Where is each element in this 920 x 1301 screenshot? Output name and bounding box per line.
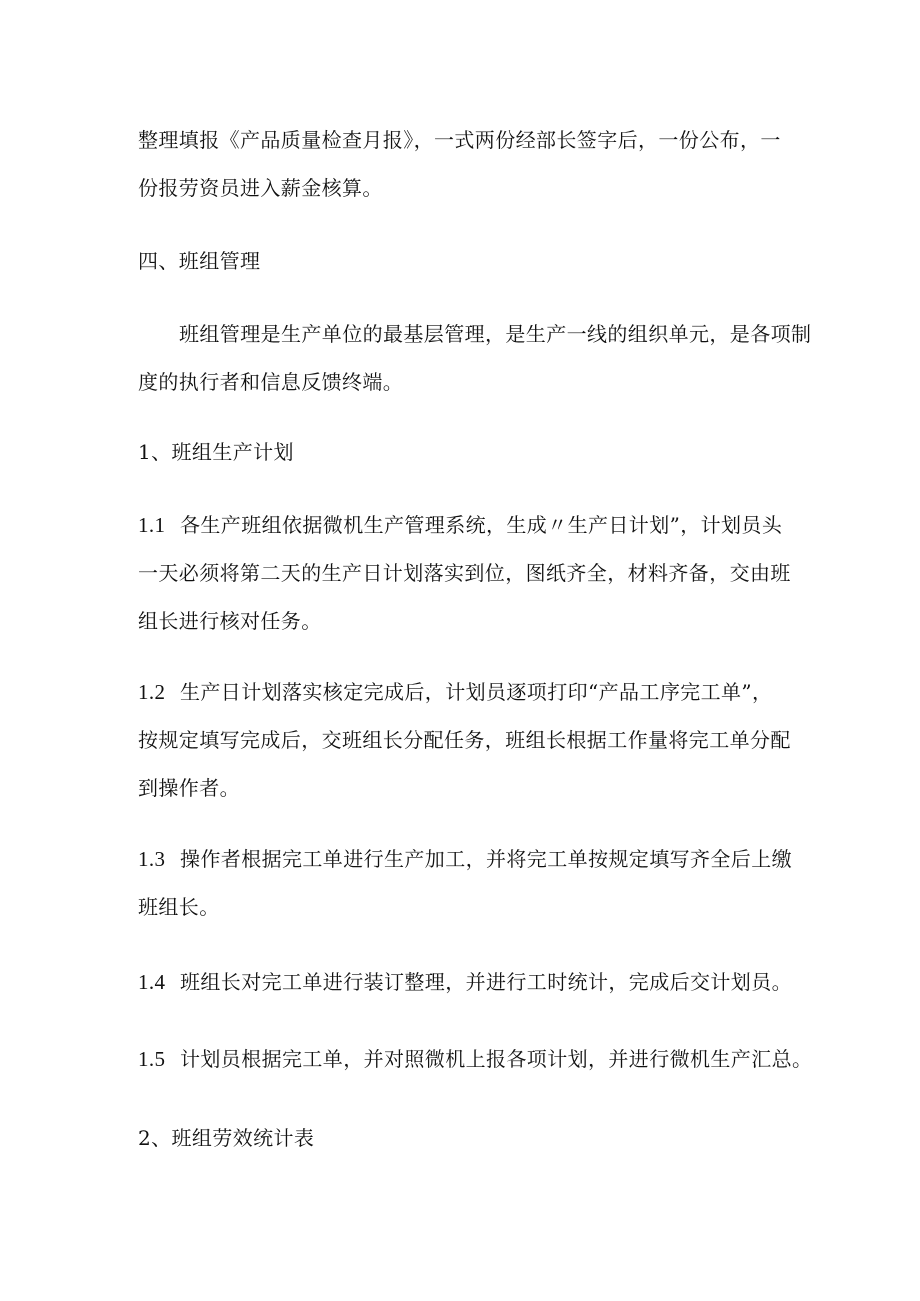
- text-line: 整理填报《产品质量检查月报》，一式两份经部长签字后，一份公布，一: [138, 128, 781, 152]
- text-line: 度的执行者和信息反馈终端。: [138, 370, 404, 394]
- numbered-item: [138, 958, 793, 1006]
- numbered-item: [138, 1035, 813, 1083]
- numbered-item: [138, 835, 793, 931]
- text-line: 生产日计划落实核定完成后，计划员逐项打印“产品工序完工单”，: [180, 680, 773, 704]
- paragraph-intro: [138, 310, 812, 406]
- text-line: 班组长。: [138, 895, 220, 919]
- numbered-item: [138, 501, 793, 645]
- text-line: 班组管理是生产单位的最基层管理，是生产一线的组织单元，是各项制: [179, 322, 812, 346]
- item-number: 1.3: [138, 847, 166, 871]
- item-number: 1.4: [138, 970, 166, 994]
- text-line: 一天必须将第二天的生产日计划落实到位，图纸齐全，材料齐备，交由班: [138, 561, 791, 585]
- item-number: 1.5: [138, 1047, 166, 1071]
- text-line: 各生产班组依据微机生产管理系统，生成〃生产日计划”，计划员头: [180, 513, 783, 537]
- subsection-heading: [138, 1114, 793, 1162]
- heading-text: 1、班组生产计划: [138, 440, 294, 464]
- text-line: 份报劳资员进入薪金核算。: [138, 176, 383, 200]
- text-line: 组长进行核对任务。: [138, 609, 322, 633]
- text-line: 计划员根据完工单，并对照微机上报各项计划，并进行微机生产汇总。: [180, 1047, 813, 1071]
- heading-text: 2、班组劳效统计表: [138, 1126, 315, 1150]
- heading-text: 四、班组管理: [138, 249, 261, 273]
- item-number: 1.1: [138, 513, 166, 537]
- numbered-item: [138, 668, 793, 812]
- text-line: 到操作者。: [138, 776, 240, 800]
- text-line: 按规定填写完成后，交班组长分配任务，班组长根据工作量将完工单分配: [138, 728, 791, 752]
- section-heading: [138, 237, 793, 285]
- text-line: 班组长对完工单进行装订整理，并进行工时统计，完成后交计划员。: [180, 970, 792, 994]
- subsection-heading: [138, 428, 793, 476]
- item-number: 1.2: [138, 680, 166, 704]
- paragraph-continuation: [138, 116, 793, 212]
- text-line: 操作者根据完工单进行生产加工，并将完工单按规定填写齐全后上缴: [180, 847, 792, 871]
